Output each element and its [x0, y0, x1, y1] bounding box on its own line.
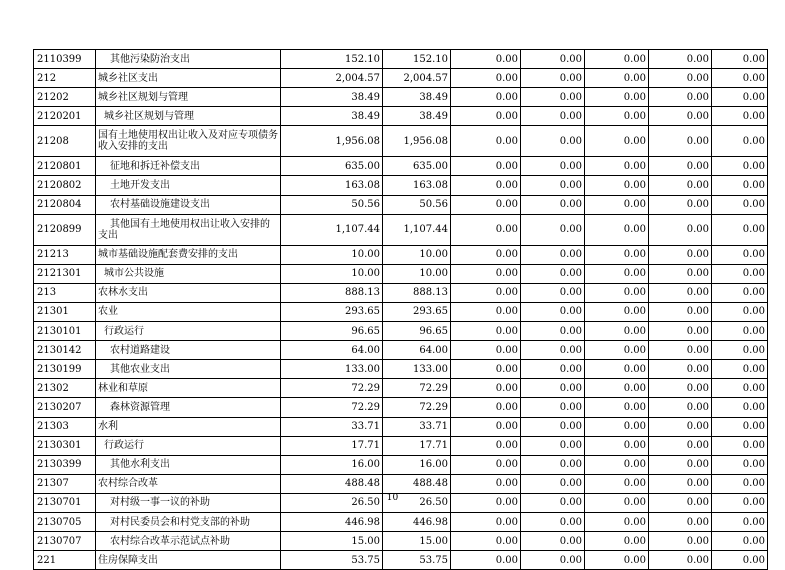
amount-cell: 0.00 — [521, 474, 585, 493]
amount-cell: 38.49 — [281, 107, 383, 126]
amount-cell: 163.08 — [281, 176, 383, 195]
amount-cell: 0.00 — [451, 264, 521, 283]
amount-cell: 0.00 — [585, 157, 649, 176]
amount-cell: 0.00 — [451, 532, 521, 551]
amount-cell: 0.00 — [712, 176, 768, 195]
subject-name-text: 林业和草原 — [98, 382, 148, 394]
amount-cell: 0.00 — [451, 512, 521, 531]
subject-name-text: 行政运行 — [104, 440, 144, 452]
amount-cell: 0.00 — [521, 88, 585, 107]
amount-cell: 0.00 — [712, 398, 768, 417]
amount-cell: 0.00 — [649, 126, 712, 157]
amount-cell: 0.00 — [451, 157, 521, 176]
table-row — [34, 245, 768, 264]
amount-cell: 0.00 — [521, 379, 585, 398]
subject-code-cell: 2130399 — [34, 455, 96, 474]
subject-code-cell: 2130101 — [34, 322, 96, 341]
amount-cell: 0.00 — [585, 551, 649, 570]
amount-cell: 38.49 — [383, 107, 451, 126]
table-row — [34, 176, 768, 195]
amount-cell: 0.00 — [585, 493, 649, 512]
amount-cell: 0.00 — [649, 69, 712, 88]
table-row — [34, 88, 768, 107]
table-row — [34, 107, 768, 126]
amount-cell: 0.00 — [451, 398, 521, 417]
amount-cell: 0.00 — [451, 195, 521, 214]
amount-cell: 0.00 — [451, 360, 521, 379]
subject-code-cell: 221 — [34, 551, 96, 570]
table-row — [34, 551, 768, 570]
amount-cell: 0.00 — [521, 512, 585, 531]
amount-cell: 10.00 — [281, 264, 383, 283]
amount-cell: 0.00 — [521, 493, 585, 512]
amount-cell: 0.00 — [521, 302, 585, 321]
amount-cell: 0.00 — [585, 512, 649, 531]
table-row — [34, 417, 768, 436]
amount-cell: 0.00 — [521, 176, 585, 195]
amount-cell: 163.08 — [383, 176, 451, 195]
amount-cell: 2,004.57 — [383, 69, 451, 88]
amount-cell: 0.00 — [649, 532, 712, 551]
amount-cell: 0.00 — [649, 302, 712, 321]
subject-name-cell — [96, 69, 281, 88]
amount-cell: 10.00 — [281, 245, 383, 264]
amount-cell: 0.00 — [521, 264, 585, 283]
amount-cell: 0.00 — [649, 493, 712, 512]
amount-cell: 133.00 — [383, 360, 451, 379]
subject-code-cell: 21202 — [34, 88, 96, 107]
amount-cell: 0.00 — [521, 245, 585, 264]
amount-cell: 0.00 — [585, 283, 649, 302]
table-row — [34, 264, 768, 283]
amount-cell: 0.00 — [585, 88, 649, 107]
amount-cell: 17.71 — [383, 436, 451, 455]
amount-cell: 0.00 — [712, 512, 768, 531]
subject-code-cell: 2130705 — [34, 512, 96, 531]
amount-cell: 15.00 — [281, 532, 383, 551]
subject-code-cell: 2120899 — [34, 214, 96, 245]
subject-code-cell: 2130701 — [34, 493, 96, 512]
amount-cell: 888.13 — [383, 283, 451, 302]
subject-name-text: 对村民委员会和村党支部的补助 — [110, 516, 250, 528]
amount-cell: 16.00 — [281, 455, 383, 474]
subject-name-cell — [96, 341, 281, 360]
amount-cell: 38.49 — [281, 88, 383, 107]
amount-cell: 53.75 — [383, 551, 451, 570]
amount-cell: 152.10 — [383, 50, 451, 69]
subject-name-cell — [96, 157, 281, 176]
table-row — [34, 436, 768, 455]
subject-name-text: 其他农业支出 — [110, 363, 170, 375]
amount-cell: 96.65 — [383, 322, 451, 341]
amount-cell: 0.00 — [712, 88, 768, 107]
amount-cell: 0.00 — [712, 283, 768, 302]
amount-cell: 0.00 — [712, 214, 768, 245]
amount-cell: 133.00 — [281, 360, 383, 379]
table-row — [34, 474, 768, 493]
amount-cell: 0.00 — [585, 69, 649, 88]
amount-cell: 0.00 — [649, 264, 712, 283]
amount-cell: 0.00 — [451, 322, 521, 341]
amount-cell: 488.48 — [383, 474, 451, 493]
amount-cell: 0.00 — [451, 107, 521, 126]
amount-cell: 0.00 — [585, 302, 649, 321]
table-row — [34, 455, 768, 474]
amount-cell: 0.00 — [521, 107, 585, 126]
amount-cell: 0.00 — [585, 195, 649, 214]
subject-name-cell — [96, 50, 281, 69]
amount-cell: 33.71 — [281, 417, 383, 436]
amount-cell: 0.00 — [451, 455, 521, 474]
subject-code-cell: 2130301 — [34, 436, 96, 455]
table-row — [34, 69, 768, 88]
amount-cell: 0.00 — [712, 69, 768, 88]
amount-cell: 17.71 — [281, 436, 383, 455]
amount-cell: 0.00 — [649, 417, 712, 436]
subject-name-cell — [96, 126, 281, 157]
amount-cell: 0.00 — [712, 195, 768, 214]
amount-cell: 72.29 — [281, 398, 383, 417]
amount-cell: 888.13 — [281, 283, 383, 302]
amount-cell: 96.65 — [281, 322, 383, 341]
amount-cell: 72.29 — [281, 379, 383, 398]
amount-cell: 0.00 — [649, 88, 712, 107]
subject-name-text: 其他水利支出 — [110, 459, 170, 471]
amount-cell: 0.00 — [649, 436, 712, 455]
amount-cell: 64.00 — [281, 341, 383, 360]
subject-name-cell — [96, 88, 281, 107]
subject-code-cell: 2130707 — [34, 532, 96, 551]
table-row — [34, 532, 768, 551]
amount-cell: 0.00 — [585, 341, 649, 360]
amount-cell: 53.75 — [281, 551, 383, 570]
amount-cell: 1,107.44 — [383, 214, 451, 245]
amount-cell: 0.00 — [649, 245, 712, 264]
amount-cell: 10.00 — [383, 264, 451, 283]
subject-code-cell: 2130207 — [34, 398, 96, 417]
amount-cell: 0.00 — [712, 474, 768, 493]
amount-cell: 0.00 — [712, 245, 768, 264]
amount-cell: 0.00 — [521, 360, 585, 379]
amount-cell: 26.50 — [281, 493, 383, 512]
amount-cell: 0.00 — [521, 551, 585, 570]
amount-cell: 0.00 — [451, 176, 521, 195]
amount-cell: 16.00 — [383, 455, 451, 474]
amount-cell: 0.00 — [585, 245, 649, 264]
subject-name-cell — [96, 474, 281, 493]
subject-code-cell: 2120201 — [34, 107, 96, 126]
amount-cell: 293.65 — [383, 302, 451, 321]
subject-code-cell: 212 — [34, 69, 96, 88]
amount-cell: 0.00 — [649, 512, 712, 531]
amount-cell: 0.00 — [451, 379, 521, 398]
subject-name-cell — [96, 245, 281, 264]
amount-cell: 0.00 — [649, 474, 712, 493]
amount-cell: 0.00 — [521, 157, 585, 176]
subject-name-text: 城乡社区规划与管理 — [98, 91, 188, 103]
subject-name-text: 农业 — [98, 306, 118, 318]
subject-name-text: 行政运行 — [104, 325, 144, 337]
amount-cell: 0.00 — [521, 322, 585, 341]
subject-name-cell — [96, 379, 281, 398]
subject-name-text: 城乡社区规划与管理 — [104, 110, 194, 122]
subject-code-cell: 21213 — [34, 245, 96, 264]
amount-cell: 0.00 — [521, 69, 585, 88]
subject-name-text: 农林水支出 — [98, 287, 148, 299]
subject-name-cell — [96, 283, 281, 302]
amount-cell: 0.00 — [451, 417, 521, 436]
amount-cell: 0.00 — [521, 455, 585, 474]
amount-cell: 0.00 — [451, 50, 521, 69]
amount-cell: 26.50 — [383, 493, 451, 512]
subject-name-cell — [96, 176, 281, 195]
amount-cell: 50.56 — [281, 195, 383, 214]
subject-name-text: 城市公共设施 — [104, 268, 164, 280]
amount-cell: 0.00 — [649, 50, 712, 69]
amount-cell: 488.48 — [281, 474, 383, 493]
amount-cell: 0.00 — [585, 50, 649, 69]
amount-cell: 446.98 — [281, 512, 383, 531]
subject-name-cell — [96, 455, 281, 474]
amount-cell: 0.00 — [712, 341, 768, 360]
amount-cell: 0.00 — [585, 126, 649, 157]
subject-code-cell: 21208 — [34, 126, 96, 157]
subject-code-cell: 21301 — [34, 302, 96, 321]
amount-cell: 1,956.08 — [281, 126, 383, 157]
amount-cell: 0.00 — [521, 283, 585, 302]
amount-cell: 0.00 — [585, 214, 649, 245]
amount-cell: 0.00 — [649, 322, 712, 341]
amount-cell: 0.00 — [649, 157, 712, 176]
subject-code-cell: 2120804 — [34, 195, 96, 214]
subject-name-cell — [96, 360, 281, 379]
amount-cell: 72.29 — [383, 398, 451, 417]
subject-code-cell: 2110399 — [34, 50, 96, 69]
subject-name-cell — [96, 214, 281, 245]
amount-cell: 0.00 — [521, 532, 585, 551]
subject-code-cell: 21307 — [34, 474, 96, 493]
table-row — [34, 50, 768, 69]
amount-cell: 0.00 — [649, 176, 712, 195]
amount-cell: 635.00 — [383, 157, 451, 176]
subject-name-cell — [96, 551, 281, 570]
amount-cell: 0.00 — [521, 436, 585, 455]
amount-cell: 0.00 — [649, 398, 712, 417]
amount-cell: 0.00 — [451, 493, 521, 512]
subject-name-cell — [96, 195, 281, 214]
amount-cell: 635.00 — [281, 157, 383, 176]
amount-cell: 0.00 — [649, 551, 712, 570]
amount-cell: 0.00 — [451, 88, 521, 107]
amount-cell: 0.00 — [712, 493, 768, 512]
amount-cell: 0.00 — [521, 214, 585, 245]
table-row — [34, 360, 768, 379]
table-row — [34, 157, 768, 176]
amount-cell: 0.00 — [585, 107, 649, 126]
amount-cell: 0.00 — [712, 551, 768, 570]
table-row — [34, 341, 768, 360]
amount-cell: 0.00 — [451, 283, 521, 302]
subject-name-text: 水利 — [98, 421, 118, 433]
amount-cell: 0.00 — [451, 245, 521, 264]
table-row — [34, 302, 768, 321]
amount-cell: 15.00 — [383, 532, 451, 551]
budget-table-body — [34, 50, 768, 570]
amount-cell: 38.49 — [383, 88, 451, 107]
subject-name-text: 森林资源管理 — [110, 401, 170, 413]
table-row — [34, 398, 768, 417]
table-row — [34, 379, 768, 398]
subject-code-cell: 21302 — [34, 379, 96, 398]
amount-cell: 0.00 — [585, 379, 649, 398]
amount-cell: 0.00 — [712, 302, 768, 321]
subject-name-text: 农村综合改革示范试点补助 — [110, 535, 230, 547]
amount-cell: 33.71 — [383, 417, 451, 436]
amount-cell: 0.00 — [649, 360, 712, 379]
amount-cell: 72.29 — [383, 379, 451, 398]
amount-cell: 0.00 — [712, 157, 768, 176]
subject-code-cell: 2120802 — [34, 176, 96, 195]
amount-cell: 0.00 — [712, 455, 768, 474]
amount-cell: 0.00 — [521, 398, 585, 417]
subject-name-text: 农村基础设施建设支出 — [110, 199, 210, 211]
amount-cell: 0.00 — [451, 341, 521, 360]
amount-cell: 64.00 — [383, 341, 451, 360]
amount-cell: 50.56 — [383, 195, 451, 214]
amount-cell: 0.00 — [451, 69, 521, 88]
amount-cell: 0.00 — [712, 126, 768, 157]
amount-cell: 0.00 — [521, 417, 585, 436]
amount-cell: 293.65 — [281, 302, 383, 321]
subject-name-text: 城市基础设施配套费安排的支出 — [98, 249, 238, 261]
subject-name-text: 城乡社区支出 — [98, 72, 158, 84]
subject-code-cell: 213 — [34, 283, 96, 302]
amount-cell: 0.00 — [451, 474, 521, 493]
subject-name-text: 农村综合改革 — [98, 478, 158, 490]
amount-cell: 0.00 — [712, 436, 768, 455]
amount-cell: 2,004.57 — [281, 69, 383, 88]
amount-cell: 0.00 — [585, 417, 649, 436]
amount-cell: 0.00 — [585, 436, 649, 455]
subject-code-cell: 2130142 — [34, 341, 96, 360]
amount-cell: 0.00 — [712, 417, 768, 436]
amount-cell: 0.00 — [712, 322, 768, 341]
amount-cell: 0.00 — [649, 379, 712, 398]
subject-name-text: 对村级一事一议的补助 — [110, 497, 210, 509]
table-row — [34, 322, 768, 341]
amount-cell: 0.00 — [585, 176, 649, 195]
amount-cell: 0.00 — [649, 107, 712, 126]
subject-name-text: 农村道路建设 — [110, 344, 170, 356]
amount-cell: 446.98 — [383, 512, 451, 531]
subject-name-text: 征地和拆迁补偿支出 — [110, 160, 200, 172]
subject-name-cell — [96, 512, 281, 531]
subject-name-cell — [96, 322, 281, 341]
amount-cell: 0.00 — [712, 532, 768, 551]
amount-cell: 0.00 — [521, 50, 585, 69]
subject-code-cell: 2121301 — [34, 264, 96, 283]
amount-cell: 0.00 — [649, 214, 712, 245]
amount-cell: 0.00 — [585, 264, 649, 283]
subject-name-cell — [96, 264, 281, 283]
table-row — [34, 512, 768, 531]
amount-cell: 0.00 — [451, 302, 521, 321]
amount-cell: 0.00 — [585, 474, 649, 493]
amount-cell: 0.00 — [521, 195, 585, 214]
table-row — [34, 195, 768, 214]
amount-cell: 0.00 — [451, 214, 521, 245]
subject-name-cell — [96, 417, 281, 436]
subject-name-cell — [96, 398, 281, 417]
amount-cell: 1,107.44 — [281, 214, 383, 245]
table-row — [34, 283, 768, 302]
amount-cell: 0.00 — [649, 341, 712, 360]
amount-cell: 0.00 — [521, 126, 585, 157]
table-row — [34, 126, 768, 157]
amount-cell: 0.00 — [585, 322, 649, 341]
amount-cell: 0.00 — [712, 264, 768, 283]
subject-name-cell — [96, 107, 281, 126]
amount-cell: 0.00 — [585, 360, 649, 379]
amount-cell: 0.00 — [712, 379, 768, 398]
subject-name-cell — [96, 532, 281, 551]
amount-cell: 0.00 — [712, 360, 768, 379]
table-row — [34, 214, 768, 245]
amount-cell: 0.00 — [649, 455, 712, 474]
subject-name-text: 住房保障支出 — [98, 554, 158, 566]
budget-table — [33, 49, 768, 570]
amount-cell: 152.10 — [281, 50, 383, 69]
amount-cell: 0.00 — [712, 50, 768, 69]
page-number: 10 — [386, 493, 399, 503]
amount-cell: 0.00 — [649, 195, 712, 214]
amount-cell: 0.00 — [585, 455, 649, 474]
amount-cell: 0.00 — [451, 551, 521, 570]
subject-name-text: 其他国有土地使用权出让收入安排的支出 — [98, 218, 270, 241]
subject-name-cell — [96, 436, 281, 455]
amount-cell: 0.00 — [451, 126, 521, 157]
amount-cell: 1,956.08 — [383, 126, 451, 157]
subject-code-cell: 2130199 — [34, 360, 96, 379]
subject-code-cell: 2120801 — [34, 157, 96, 176]
subject-name-text: 土地开发支出 — [110, 180, 170, 192]
amount-cell: 0.00 — [649, 283, 712, 302]
subject-name-text: 国有土地使用权出让收入及对应专项债务收入安排的支出 — [98, 130, 278, 153]
amount-cell: 10.00 — [383, 245, 451, 264]
subject-name-cell — [96, 302, 281, 321]
subject-name-text: 其他污染防治支出 — [110, 53, 190, 65]
subject-code-cell: 21303 — [34, 417, 96, 436]
amount-cell: 0.00 — [712, 107, 768, 126]
amount-cell: 0.00 — [585, 532, 649, 551]
amount-cell: 0.00 — [585, 398, 649, 417]
amount-cell: 0.00 — [521, 341, 585, 360]
amount-cell: 0.00 — [451, 436, 521, 455]
